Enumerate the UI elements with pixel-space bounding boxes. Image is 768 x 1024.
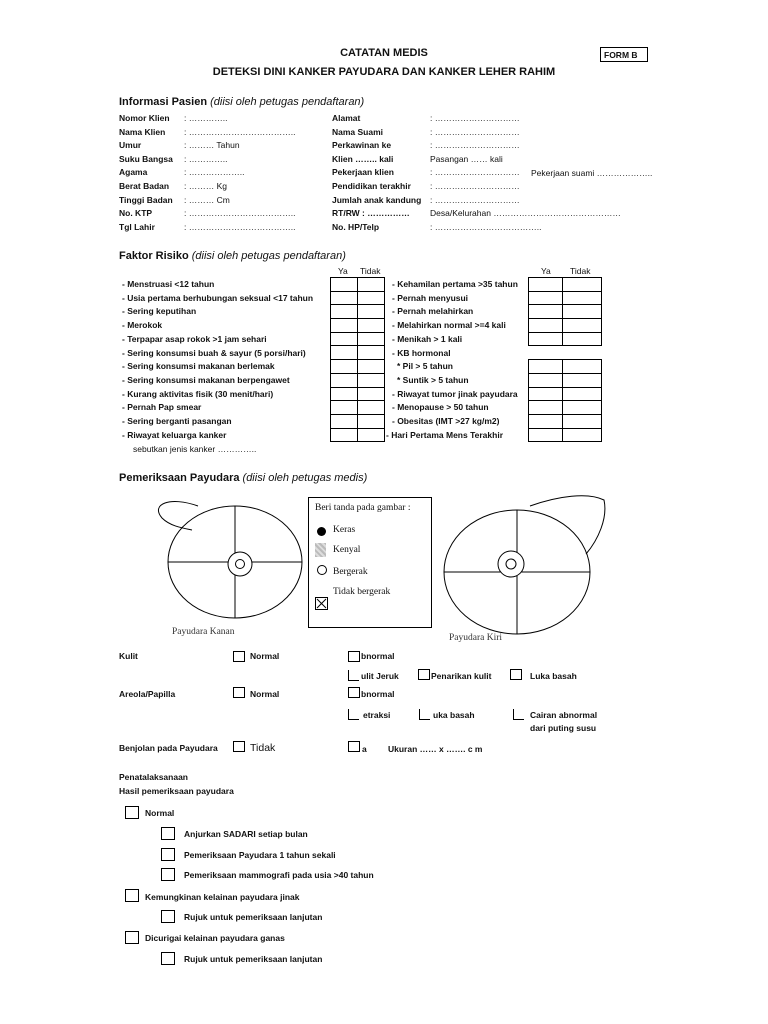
risk-ya-cell[interactable] xyxy=(331,360,358,374)
risk-item: * Suntik > 5 tahun xyxy=(397,374,469,385)
risk-item: - Pernah menyusui xyxy=(392,292,469,303)
risk-grid-row xyxy=(529,278,602,292)
risk-grid-row xyxy=(529,332,602,346)
risk-ya-cell[interactable] xyxy=(331,373,358,387)
legend-item: Tidak bergerak xyxy=(333,587,391,597)
info-value[interactable]: Pasangan …… kali xyxy=(430,153,503,164)
risk-tidak-cell[interactable] xyxy=(563,291,602,305)
filled-circle-icon xyxy=(317,527,326,536)
hasil-normal-checkbox[interactable] xyxy=(125,806,139,819)
info-label: Alamat xyxy=(332,113,361,123)
risk-item: - Merokok xyxy=(122,320,163,331)
info-label: Tgl Lahir xyxy=(119,221,155,232)
info-label: Tinggi Badan xyxy=(119,194,173,205)
hasil-normal-label: Normal xyxy=(145,808,175,818)
risk-item: - Sering keputihan xyxy=(122,306,197,317)
risk-ya-cell[interactable] xyxy=(529,305,563,319)
risk-grid-row xyxy=(331,401,385,415)
risk-grid-row xyxy=(529,305,602,319)
hatched-square-icon xyxy=(315,543,326,557)
breast-diagram-right[interactable] xyxy=(140,496,310,626)
risk-tidak-cell[interactable] xyxy=(358,401,385,415)
risk-item: - Hari Pertama Mens Terakhir xyxy=(386,429,503,440)
risk-item: - Pernah melahirkan xyxy=(392,306,474,317)
areola-luka-basah-label: uka basah xyxy=(433,710,475,720)
risk-tidak-cell[interactable] xyxy=(358,346,385,360)
risk-grid-row xyxy=(331,387,385,401)
section-pemeriksaan-payudara xyxy=(119,472,367,484)
areola-abnormal-label: bnormal xyxy=(361,689,395,699)
risk-item: - Pernah Pap smear xyxy=(122,402,202,413)
info-value[interactable]: : ………………………… xyxy=(430,194,520,205)
legend-item: Keras xyxy=(333,525,356,535)
risk-grid-row xyxy=(331,428,385,442)
risk-item: - Menopause > 50 tahun xyxy=(392,402,489,413)
risk-item: * Pil > 5 tahun xyxy=(397,361,453,372)
title-line-2: DETEKSI DINI KANKER PAYUDARA DAN KANKER LEHER RAHIM xyxy=(212,66,556,78)
risk-grid-row xyxy=(529,387,602,401)
risk-item: - Riwayat keluarga kanker xyxy=(122,429,227,440)
info-value[interactable]: : ………………………… xyxy=(430,140,520,151)
areola-normal-checkbox[interactable] xyxy=(233,687,245,698)
info-value[interactable]: : ………………………… xyxy=(430,113,520,123)
risk-ya-cell[interactable] xyxy=(331,278,358,292)
info-label: RT/RW : …………… xyxy=(332,208,410,219)
benjolan-ya-label: a xyxy=(362,744,367,754)
info-label: Pekerjaan klien xyxy=(332,167,394,178)
risk-tidak-cell[interactable] xyxy=(563,387,602,401)
form-label: FORM B xyxy=(600,47,648,62)
col-tidak-right: Tidak xyxy=(570,266,591,276)
risk-item: - Sering konsumsi makanan berlemak xyxy=(122,361,275,372)
title-line-1: CATATAN MEDIS xyxy=(340,47,428,59)
mammografi-label: Pemeriksaan mammografi pada usia >40 tahun xyxy=(184,870,374,880)
legend-box xyxy=(308,497,432,628)
risk-grid-row xyxy=(529,373,602,387)
risk-ya-cell[interactable] xyxy=(529,428,563,442)
anjurkan-sadari-checkbox[interactable] xyxy=(161,827,175,840)
risk-ya-cell[interactable] xyxy=(529,291,563,305)
risk-grid-row xyxy=(331,305,385,319)
info-value[interactable]: Desa/Kelurahan ……………………………………… xyxy=(430,208,621,219)
kulit-abnormal-checkbox[interactable] xyxy=(348,651,360,662)
rujuk-jinak-label: Rujuk untuk pemeriksaan lanjutan xyxy=(184,912,323,922)
label-kulit: Kulit xyxy=(119,651,138,661)
info-label: No. KTP xyxy=(119,208,153,219)
penarikan-kulit-checkbox[interactable] xyxy=(418,669,430,680)
jinak-label: Kemungkinan kelainan payudara jinak xyxy=(145,892,300,902)
risk-item: - Kehamilan pertama >35 tahun xyxy=(392,279,518,289)
col-tidak-left: Tidak xyxy=(360,266,381,276)
risk-tidak-cell[interactable] xyxy=(563,401,602,415)
risk-ya-cell[interactable] xyxy=(529,278,563,292)
risk-grid-row xyxy=(529,346,602,360)
risk-ya-cell xyxy=(529,346,563,360)
section-title: Informasi Pasien xyxy=(119,96,208,108)
label-areola: Areola/Papilla xyxy=(119,689,176,699)
risk-item: - Riwayat tumor jinak payudara xyxy=(392,388,518,399)
benjolan-tidak-label: Tidak xyxy=(250,742,276,754)
risk-grid-row xyxy=(331,278,385,292)
info-value[interactable]: : ……………………………….. xyxy=(430,221,542,232)
legend-title: Beri tanda pada gambar : xyxy=(315,503,411,513)
risk-item: - Sering konsumsi buah & sayur (5 porsi/hari) xyxy=(122,347,306,358)
risk-tidak-cell xyxy=(563,346,602,360)
info-value[interactable]: : ……… Tahun xyxy=(184,140,240,151)
risk-item: - Kurang aktivitas fisik (30 menit/hari) xyxy=(122,388,274,399)
section-note: (diisi oleh petugas medis) xyxy=(242,472,368,484)
periksa-tahunan-label: Pemeriksaan Payudara 1 tahun sekali xyxy=(184,850,336,860)
section-faktor-risiko xyxy=(119,250,346,262)
risk-ya-cell[interactable] xyxy=(529,387,563,401)
risk-grid-row xyxy=(331,291,385,305)
risk-item: - Menstruasi <12 tahun xyxy=(122,279,215,289)
luka-basah-label: Luka basah xyxy=(530,671,577,681)
risk-item: - Usia pertama berhubungan seksual <17 tahun xyxy=(122,292,314,303)
risk-ya-cell[interactable] xyxy=(529,401,563,415)
cairan-label-2: dari puting susu xyxy=(530,723,597,733)
areola-normal-label: Normal xyxy=(250,689,280,699)
col-ya-left: Ya xyxy=(338,266,348,276)
risk-grid-row xyxy=(529,360,602,374)
risk-tidak-cell[interactable] xyxy=(358,319,385,333)
ukuran-label: Ukuran …… x ……. c m xyxy=(388,744,483,754)
risk-item: - Melahirkan normal >=4 kali xyxy=(392,320,506,331)
risk-item: - Sering konsumsi makanan berpengawet xyxy=(122,374,290,385)
info-value[interactable]: : ……… Kg xyxy=(184,181,227,191)
risk-tidak-cell[interactable] xyxy=(563,373,602,387)
penatalaksanaan-title: Penatalaksanaan xyxy=(119,772,188,782)
risk-ya-cell[interactable] xyxy=(529,332,563,346)
info-value[interactable]: : ……………………………….. xyxy=(184,126,296,137)
risk-grid-row xyxy=(331,332,385,346)
rujuk-ganas-label: Rujuk untuk pemeriksaan lanjutan xyxy=(184,954,323,964)
info-label: Perkawinan ke xyxy=(332,140,392,151)
risk-tidak-cell[interactable] xyxy=(358,305,385,319)
anjurkan-sadari-label: Anjurkan SADARI setiap bulan xyxy=(184,829,308,839)
risk-tidak-cell[interactable] xyxy=(563,332,602,346)
info-value[interactable]: : ……………………………….. xyxy=(184,221,296,232)
legend-item: Kenyal xyxy=(333,545,361,555)
risk-tidak-cell[interactable] xyxy=(563,305,602,319)
info-value[interactable]: : ……………….. xyxy=(184,167,245,178)
risk-tidak-cell[interactable] xyxy=(563,278,602,292)
risk-grid-row xyxy=(331,360,385,374)
risk-tidak-cell[interactable] xyxy=(563,428,602,442)
risk-tidak-cell[interactable] xyxy=(563,360,602,374)
benjolan-ya-checkbox[interactable] xyxy=(348,741,360,752)
risk-grid-row xyxy=(529,291,602,305)
kulit-normal-checkbox[interactable] xyxy=(233,651,245,662)
mammografi-checkbox[interactable] xyxy=(161,868,175,881)
risk-grid-left xyxy=(330,277,385,442)
risk-grid-row xyxy=(331,346,385,360)
periksa-tahunan-checkbox[interactable] xyxy=(161,848,175,861)
risk-ya-cell[interactable] xyxy=(331,401,358,415)
hollow-circle-icon xyxy=(317,565,327,575)
risk-grid-row xyxy=(529,319,602,333)
section-title: Faktor Risiko xyxy=(119,250,189,262)
section-note: (diisi oleh petugas pendaftaran) xyxy=(210,96,365,108)
risk-grid-row xyxy=(331,319,385,333)
info-label: Agama xyxy=(119,167,148,178)
label-benjolan: Benjolan pada Payudara xyxy=(119,743,218,753)
legend-item: Bergerak xyxy=(333,567,368,577)
col-ya-right: Ya xyxy=(541,266,551,276)
risk-ya-cell[interactable] xyxy=(529,360,563,374)
cairan-label-1: Cairan abnormal xyxy=(530,710,598,720)
risk-grid-row xyxy=(331,414,385,428)
cairan-checkbox[interactable] xyxy=(513,709,524,720)
info-value[interactable]: : ………………………… xyxy=(430,126,520,137)
rujuk-ganas-checkbox[interactable] xyxy=(161,952,175,965)
risk-item: - Terpapar asap rokok >1 jam sehari xyxy=(122,333,267,344)
risk-tidak-cell[interactable] xyxy=(358,278,385,292)
info-label: Suku Bangsa xyxy=(119,153,173,164)
section-title: Pemeriksaan Payudara xyxy=(119,472,240,484)
ganas-label: Dicurigai kelainan payudara ganas xyxy=(145,933,285,943)
info-label: Klien …….. kali xyxy=(332,153,394,164)
section-note: (diisi oleh petugas pendaftaran) xyxy=(191,250,346,262)
areola-abnormal-checkbox[interactable] xyxy=(348,687,360,698)
risk-item: - Sering berganti pasangan xyxy=(122,416,232,426)
risk-tidak-cell[interactable] xyxy=(358,387,385,401)
risk-grid-right xyxy=(528,277,602,442)
risk-tidak-cell[interactable] xyxy=(358,373,385,387)
risk-grid-row xyxy=(331,373,385,387)
risk-tidak-cell[interactable] xyxy=(563,319,602,333)
risk-ya-cell[interactable] xyxy=(331,291,358,305)
rujuk-jinak-checkbox[interactable] xyxy=(161,910,175,923)
info-label: Jumlah anak kandung xyxy=(332,194,422,205)
info-value[interactable]: : ………….. xyxy=(184,153,228,164)
risk-ya-cell[interactable] xyxy=(529,414,563,428)
retraksi-checkbox[interactable] xyxy=(348,709,359,720)
info-value[interactable]: : ……… Cm xyxy=(184,194,230,205)
info-label: Nama Suami xyxy=(332,126,384,137)
risk-item: - KB hormonal xyxy=(392,347,451,358)
info-value[interactable]: : ………………………… xyxy=(430,167,520,178)
risk-ya-cell[interactable] xyxy=(331,319,358,333)
info-value[interactable]: : ………….. xyxy=(184,113,228,123)
kulit-jeruk-checkbox[interactable] xyxy=(348,670,359,681)
risk-item: - Obesitas (IMT >27 kg/m2) xyxy=(392,416,500,426)
section-informasi-pasien xyxy=(119,96,364,108)
info-label: Nomor Klien xyxy=(119,113,170,123)
benjolan-tidak-checkbox[interactable] xyxy=(233,741,245,752)
luka-basah-checkbox[interactable] xyxy=(510,669,522,680)
kulit-jeruk-label: ulit Jeruk xyxy=(361,671,399,681)
info-label: Umur xyxy=(119,140,142,151)
info-value[interactable]: : ……………………………….. xyxy=(184,208,296,219)
risk-grid-row xyxy=(529,401,602,415)
jinak-checkbox[interactable] xyxy=(125,889,139,902)
areola-luka-basah-checkbox[interactable] xyxy=(419,709,430,720)
risk-item: - Menikah > 1 kali xyxy=(392,333,463,344)
risk-ya-cell[interactable] xyxy=(331,387,358,401)
risk-ya-cell[interactable] xyxy=(331,346,358,360)
risk-ya-cell[interactable] xyxy=(331,305,358,319)
risk-ya-cell[interactable] xyxy=(331,332,358,346)
risk-ya-cell[interactable] xyxy=(529,319,563,333)
penatalaksanaan-subtitle: Hasil pemeriksaan payudara xyxy=(119,786,234,796)
risk-tidak-cell[interactable] xyxy=(358,291,385,305)
info-label: Pendidikan terakhir xyxy=(332,181,411,191)
risk-tidak-cell[interactable] xyxy=(358,332,385,346)
risk-tidak-cell[interactable] xyxy=(358,414,385,428)
risk-tidak-cell[interactable] xyxy=(563,414,602,428)
info-label: Berat Badan xyxy=(119,181,170,191)
ganas-checkbox[interactable] xyxy=(125,931,139,944)
risk-tidak-cell[interactable] xyxy=(358,360,385,374)
breast-diagram-left[interactable] xyxy=(438,490,608,635)
risk-ya-cell[interactable] xyxy=(331,414,358,428)
info-label: Nama Klien xyxy=(119,126,166,137)
info-value[interactable]: : ………………………… xyxy=(430,181,520,191)
risk-ya-cell[interactable] xyxy=(529,373,563,387)
risk-grid-row xyxy=(529,428,602,442)
crossed-box-icon xyxy=(315,597,328,610)
kulit-normal-label: Normal xyxy=(250,651,280,661)
label-payudara-kanan: Payudara Kanan xyxy=(172,627,235,637)
risk-tidak-cell[interactable] xyxy=(358,428,385,442)
info-label: No. HP/Telp xyxy=(332,221,380,232)
risk-grid-row xyxy=(529,414,602,428)
risk-ya-cell[interactable] xyxy=(331,428,358,442)
risk-left-sub: sebutkan jenis kanker ………….. xyxy=(133,444,257,454)
kulit-abnormal-label: bnormal xyxy=(361,651,395,661)
penarikan-kulit-label: Penarikan kulit xyxy=(431,671,492,681)
pekerjaan-suami: Pekerjaan suami ……………….. xyxy=(531,168,653,178)
retraksi-label: etraksi xyxy=(363,710,391,720)
label-payudara-kiri: Payudara Kiri xyxy=(449,633,503,643)
